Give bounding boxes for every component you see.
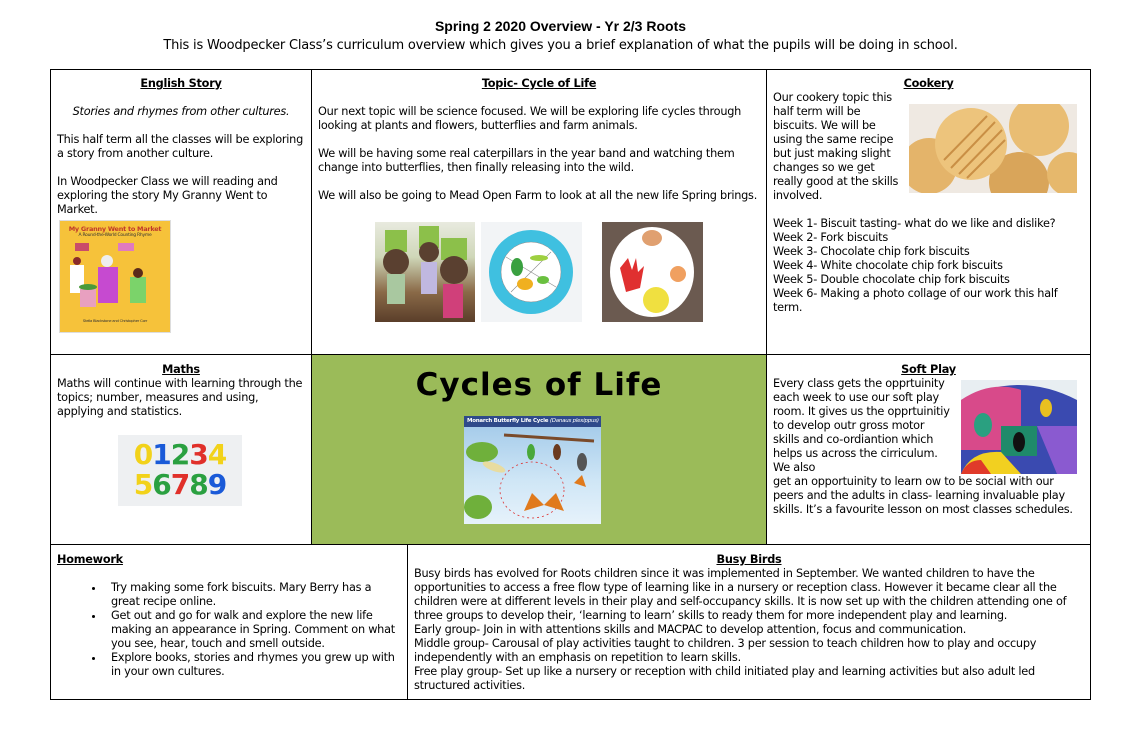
busy-birds-intro: Busy birds has evolved for Roots children since it was implemented in September. We wanted children to have the opportunities to access a free flow type of learning like in a nursery or reception class. However it became clear all the children were at different levels in their play and self-occupancy skills. It is now set up with the children attending one of three groups to develop their, ‘learning to learn’ skills to ready them for more independent play and learning. — [414, 567, 1067, 622]
soft-play-text: get an opportuinity to learn ow to be social with our peers and the adults in class- learning invaluable play skills. It’s a favourite lesson on most classes schedules. — [773, 475, 1073, 516]
book-cover-title: My Granny Went to Market — [68, 225, 162, 233]
butterfly-image-banner: Monarch Butterfly Life Cycle (Danaus plexippus) — [464, 416, 601, 427]
centre-cell — [311, 354, 767, 544]
number-magnets-row-1: 01234 — [133, 438, 227, 471]
book-cover-image — [59, 220, 171, 333]
cookery-week: Week 4- White chocolate chip fork biscuits — [773, 259, 1003, 272]
number-magnets-image — [118, 435, 242, 506]
soft-play-room-image — [961, 380, 1077, 474]
english-story-tagline: Stories and rhymes from other cultures. — [72, 105, 290, 118]
homework-cell — [50, 544, 408, 700]
cookery-heading: Cookery — [903, 77, 954, 90]
handprint-life-cycle-image — [602, 222, 703, 322]
book-cover-illustration — [60, 239, 168, 317]
cookery-week: Week 5- Double chocolate chip fork biscuits — [773, 273, 1010, 286]
cookery-week: Week 2- Fork biscuits — [773, 231, 888, 244]
book-cover-subtitle: A Round-the-World Counting Rhyme — [78, 233, 152, 238]
cookery-week: Week 6- Making a photo collage of our work this half term. — [773, 287, 1058, 314]
maths-text: Maths will continue with learning through the topics; number, measures and using, applying and statistics. — [57, 377, 303, 418]
handprint-illustration — [602, 222, 703, 322]
cookery-week: Week 1- Biscuit tasting- what do we like and dislike? — [773, 217, 1056, 230]
busy-birds-early-group: Early group- Join in with attentions skills and MACPAC to develop attention, focus and communication. — [414, 623, 967, 636]
topic-cell — [311, 69, 767, 355]
soft-play-illustration — [961, 380, 1077, 474]
english-story-cell — [50, 69, 312, 355]
book-cover-authors: Stella Blackstone and Christopher Corr — [82, 318, 148, 323]
english-story-para2: In Woodpecker Class we will reading and exploring the story My Granny Went to Market. — [57, 175, 278, 216]
soft-play-heading: Soft Play — [901, 363, 956, 376]
english-story-heading: English Story — [140, 77, 222, 90]
centre-title: Cycles of Life — [415, 367, 663, 403]
grass-heads-illustration — [375, 222, 475, 322]
busy-birds-middle-group: Middle group- Carousal of play activities taught to children. 3 per session to teach children how to play and occupy independently with an emphasis on repetition to learn skills. — [414, 637, 1037, 664]
homework-heading: Homework — [57, 553, 123, 566]
maths-heading: Maths — [162, 363, 200, 376]
cookery-intro: Our cookery topic this half term will be biscuits. We will be using the same recipe but just making slight changes so we get really good at the skills involved. — [773, 91, 899, 202]
homework-item: • Explore books, stories and rhymes you grew up with in your own cultures. — [105, 651, 401, 679]
biscuits-image — [909, 104, 1077, 193]
homework-item: • Try making some fork biscuits. Mary Berry has a great recipe online. — [105, 581, 401, 609]
page-subtitle: This is Woodpecker Class’s curriculum overview which gives you a brief explanation of what the pupils will be doing in school. — [163, 38, 958, 53]
topic-para3: We will also be going to Mead Open Farm to look at all the new life Spring brings. — [318, 189, 758, 202]
butterfly-cycle-illustration — [464, 427, 601, 524]
topic-heading: Topic- Cycle of Life — [481, 77, 597, 90]
biscuits-illustration — [909, 104, 1077, 193]
cookery-week: Week 3- Chocolate chip fork biscuits — [773, 245, 970, 258]
maths-cell — [50, 354, 312, 545]
cookery-weeks-list — [773, 217, 1084, 315]
page-title: Spring 2 2020 Overview - Yr 2/3 Roots — [434, 18, 687, 34]
english-story-para1: This half term all the classes will be exploring a story from another culture. — [57, 133, 304, 160]
topic-para2: We will be having some real caterpillars in the year band and watching them change into butterflies, then finally releasing into the wild. — [318, 147, 735, 174]
grass-heads-image — [375, 222, 475, 322]
busy-birds-free-play-group: Free play group- Set up like a nursery or reception with child initiated play and learning activities but also adult led structured activities. — [414, 665, 1035, 692]
homework-item: • Get out and go for walk and explore the new life making an appearance in Spring. Comment on what you see, hear, touch and smell outside. — [105, 609, 401, 651]
soft-play-cell — [766, 354, 1091, 545]
homework-list — [57, 581, 401, 679]
number-magnets-row-2: 56789 — [133, 468, 227, 501]
butterfly-life-cycle-image — [464, 416, 601, 524]
paper-plate-illustration — [481, 222, 582, 322]
busy-birds-heading: Busy Birds — [716, 553, 782, 566]
topic-para1: Our next topic will be science focused. We will be exploring life cycles through looking at plants and flowers, butterflies and farm animals. — [318, 105, 742, 132]
soft-play-text-wrapped: Every class gets the opprtuinity each week to use our soft play room. It gives us the opprtuinitiy to develop outr gross motor skills and co-ordiantion which helps us across the cirriculum. We also — [773, 377, 950, 474]
cookery-cell — [766, 69, 1091, 355]
paper-plate-life-cycle-image — [481, 222, 582, 322]
busy-birds-cell — [407, 544, 1091, 700]
